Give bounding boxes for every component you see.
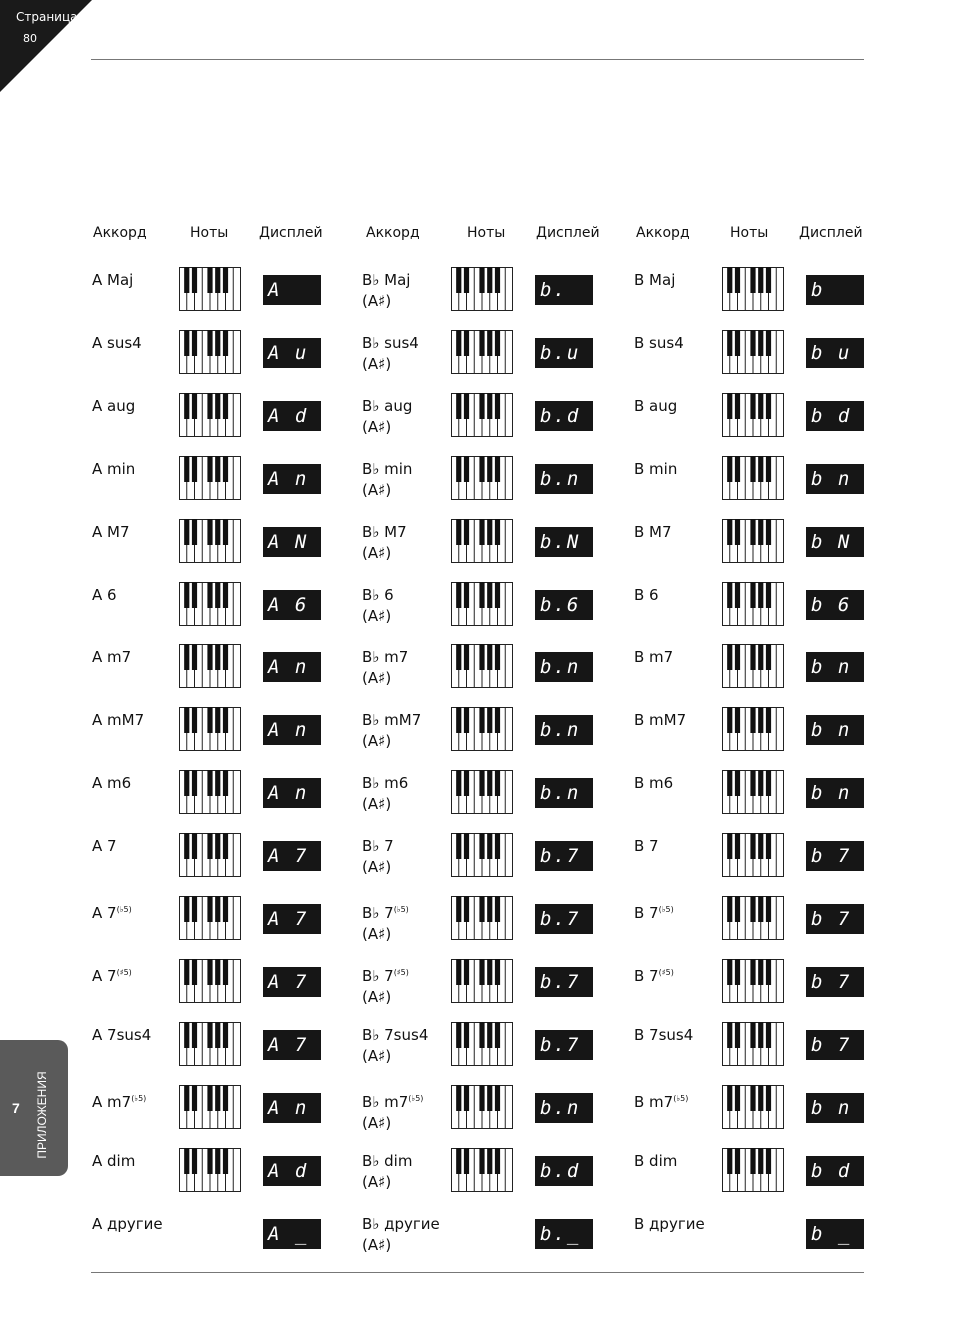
led-display: A 7 o (263, 967, 321, 997)
led-display: b 7 (806, 841, 864, 871)
keyboard-diagram (179, 267, 241, 311)
column-header: Аккорд (93, 225, 147, 241)
led-display: b n N (806, 715, 864, 745)
keyboard-diagram (722, 582, 784, 626)
top-rule (91, 59, 864, 60)
chord-name: B♭ $m7^{(♭5)}$ (A♯) (362, 1092, 424, 1132)
led-display: b.N 7 (535, 527, 593, 557)
led-display: b n (806, 464, 864, 494)
page-label: Страница (16, 10, 78, 24)
keyboard-diagram (451, 770, 513, 814)
led-display: A n (263, 464, 321, 494)
chord-name: B min (634, 459, 678, 478)
bottom-rule (91, 1272, 864, 1273)
keyboard-diagram (451, 833, 513, 877)
keyboard-diagram (179, 770, 241, 814)
keyboard-diagram (722, 393, 784, 437)
chord-name: A aug (92, 396, 136, 415)
keyboard-diagram (722, 456, 784, 500)
chord-name: B m6 (634, 774, 674, 793)
chord-name: B♭ dim (A♯) (362, 1151, 413, 1191)
keyboard-diagram (451, 582, 513, 626)
led-display: b.n (535, 464, 593, 494)
keyboard-diagram (179, 896, 241, 940)
chord-name: A mM7 (92, 711, 145, 730)
keyboard-diagram (179, 959, 241, 1003)
led-display: A u 4 (263, 338, 321, 368)
keyboard-diagram (179, 644, 241, 688)
led-display: A d n (263, 1156, 321, 1186)
keyboard-diagram (179, 707, 241, 751)
led-display: b d n (806, 1156, 864, 1186)
led-display: b.d n (535, 1156, 593, 1186)
led-display: b n 6 (806, 778, 864, 808)
keyboard-diagram (722, 833, 784, 877)
keyboard-diagram (451, 519, 513, 563)
led-display: b.n 7. (535, 1093, 593, 1123)
keyboard-diagram (179, 1085, 241, 1129)
keyboard-diagram (179, 1022, 241, 1066)
chord-name: B mM7 (634, 711, 687, 730)
chord-name: A 7 (92, 837, 117, 856)
chord-name: B♭ другие (A♯) (362, 1214, 440, 1254)
led-display: b 7 4 (806, 1030, 864, 1060)
led-display: b n 7 (806, 652, 864, 682)
led-display: b.6 (535, 590, 593, 620)
chord-name: A m6 (92, 774, 132, 793)
chord-name: A 6 (92, 585, 117, 604)
led-display: A n 6 (263, 778, 321, 808)
column-header: Ноты (467, 225, 506, 241)
column-header: Дисплей (799, 225, 863, 241)
led-display: b.7 (535, 841, 593, 871)
led-display: b 7 o (806, 967, 864, 997)
chord-name: A $7^{(♭5)}$ (92, 904, 132, 922)
chord-name: B M7 (634, 522, 672, 541)
led-display: b.u 4 (535, 338, 593, 368)
chord-name: B♭ aug (A♯) (362, 396, 413, 436)
led-display: b d G (806, 401, 864, 431)
keyboard-diagram (451, 456, 513, 500)
keyboard-diagram (451, 267, 513, 311)
column-header: Аккорд (636, 225, 690, 241)
chord-name: B♭ 7 (A♯) (362, 837, 394, 877)
led-display: b. (535, 275, 593, 305)
chord-name: A $7^{(♯5)}$ (92, 966, 132, 985)
keyboard-diagram (722, 707, 784, 751)
chord-name: A другие (92, 1214, 163, 1233)
keyboard-diagram (179, 833, 241, 877)
keyboard-diagram (451, 393, 513, 437)
keyboard-diagram (722, 1085, 784, 1129)
chord-name: A 7sus4 (92, 1025, 152, 1044)
led-display: b.7 . (535, 904, 593, 934)
led-display: b.n 6 (535, 778, 593, 808)
keyboard-diagram (722, 267, 784, 311)
keyboard-diagram (451, 330, 513, 374)
keyboard-diagram (179, 1148, 241, 1192)
chord-name: A sus4 (92, 333, 142, 352)
led-display: A n N (263, 715, 321, 745)
keyboard-diagram (179, 582, 241, 626)
chord-name: B♭ M7 (A♯) (362, 522, 407, 562)
led-display: A n 7. (263, 1093, 321, 1123)
chord-name: B♭ $7^{(♭5)}$ (A♯) (362, 904, 409, 943)
led-display: b.n 7 (535, 652, 593, 682)
led-display: b 6 (806, 590, 864, 620)
keyboard-diagram (179, 393, 241, 437)
column-header: Дисплей (536, 225, 600, 241)
keyboard-diagram (179, 330, 241, 374)
chord-name: B Maj (634, 271, 676, 289)
chord-name: B♭ sus4 (A♯) (362, 333, 419, 373)
keyboard-diagram (722, 519, 784, 563)
column-header: Аккорд (366, 225, 420, 241)
column-header: Дисплей (259, 225, 323, 241)
led-display: A 7 . (263, 904, 321, 934)
keyboard-diagram (722, 770, 784, 814)
led-display: A _ _ (263, 1219, 321, 1249)
page-number: 80 (23, 32, 37, 45)
chord-name: B♭ 6 (A♯) (362, 585, 394, 625)
chord-name: B 6 (634, 585, 659, 604)
chord-name: B♭ $7^{(♯5)}$ (A♯) (362, 966, 409, 1006)
keyboard-diagram (451, 707, 513, 751)
keyboard-diagram (722, 330, 784, 374)
column-header: Ноты (190, 225, 229, 241)
led-display: A (263, 275, 321, 305)
led-display: A 6 (263, 590, 321, 620)
chord-name: B другие (634, 1214, 705, 1233)
chord-name: B♭ m6 (A♯) (362, 774, 409, 814)
keyboard-diagram (179, 519, 241, 563)
chord-name: B $7^{(♭5)}$ (634, 904, 674, 922)
led-display: b _ _ (806, 1219, 864, 1249)
chord-name: A M7 (92, 522, 130, 541)
led-display: b 7 . (806, 904, 864, 934)
keyboard-diagram (451, 1148, 513, 1192)
column-header: Ноты (730, 225, 769, 241)
chord-name: B♭ min (A♯) (362, 459, 413, 499)
led-display: A d G (263, 401, 321, 431)
keyboard-diagram (451, 1022, 513, 1066)
led-display: b N 7 (806, 527, 864, 557)
chord-name: A min (92, 459, 136, 478)
led-display: b (806, 275, 864, 305)
chord-name: B sus4 (634, 333, 684, 352)
keyboard-diagram (451, 1085, 513, 1129)
chord-name: A Maj (92, 271, 134, 289)
led-display: b u 4 (806, 338, 864, 368)
chord-name: B 7 (634, 837, 659, 856)
led-display: b.7 o (535, 967, 593, 997)
keyboard-diagram (451, 644, 513, 688)
chord-name: B $m7^{(♭5)}$ (634, 1092, 689, 1111)
chord-name: B m7 (634, 648, 674, 667)
section-tab[interactable] (0, 1040, 68, 1176)
chord-name: A m7 (92, 648, 132, 667)
chord-name: A dim (92, 1151, 136, 1170)
keyboard-diagram (722, 896, 784, 940)
chord-name: A $m7^{(♭5)}$ (92, 1092, 147, 1111)
led-display: b.7 4 (535, 1030, 593, 1060)
section-number: 7 (12, 1100, 20, 1116)
keyboard-diagram (722, 1022, 784, 1066)
led-display: A n 7 (263, 652, 321, 682)
keyboard-diagram (451, 896, 513, 940)
chord-name: B aug (634, 396, 678, 415)
chord-name: B $7^{(♯5)}$ (634, 966, 674, 985)
chord-name: B♭ Maj (A♯) (362, 271, 411, 310)
keyboard-diagram (722, 959, 784, 1003)
keyboard-diagram (179, 456, 241, 500)
keyboard-diagram (722, 644, 784, 688)
chord-name: B dim (634, 1151, 678, 1170)
chord-name: B♭ m7 (A♯) (362, 648, 409, 688)
keyboard-diagram (722, 1148, 784, 1192)
led-display: b.d G (535, 401, 593, 431)
chord-name: B♭ 7sus4 (A♯) (362, 1025, 429, 1065)
chord-name: B♭ mM7 (A♯) (362, 711, 422, 751)
led-display: b._ _ (535, 1219, 593, 1249)
led-display: A N 7 (263, 527, 321, 557)
chord-name: B 7sus4 (634, 1025, 694, 1044)
led-display: A 7 (263, 841, 321, 871)
led-display: b.n N (535, 715, 593, 745)
led-display: A 7 4 (263, 1030, 321, 1060)
keyboard-diagram (451, 959, 513, 1003)
led-display: b n 7. (806, 1093, 864, 1123)
